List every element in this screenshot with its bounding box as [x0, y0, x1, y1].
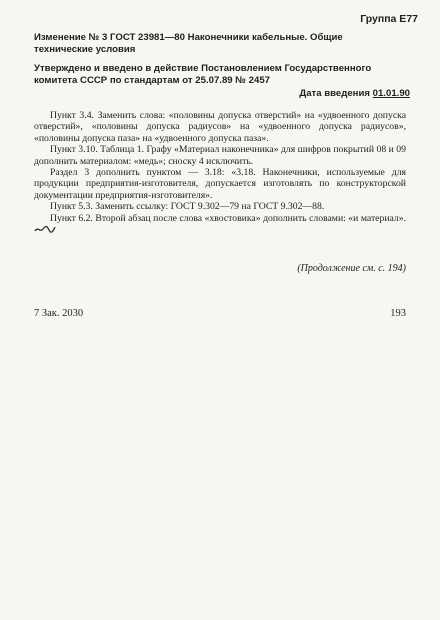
change-heading: Изменение № 3 ГОСТ 23981—80 Наконечники кабельные. Общие технические условия [34, 32, 343, 55]
group-label: Группа Е77 [360, 13, 418, 25]
continuation-note: (Продолжение см. с. 194) [297, 263, 406, 274]
paragraph-with-signature [34, 213, 406, 237]
page-number: 193 [390, 308, 406, 319]
order-number: 7 Зак. 2030 [34, 308, 84, 319]
effective-date [299, 88, 410, 99]
date-label: Дата введения [299, 88, 370, 99]
paragraph: Пункт 5.3. Заменить ссылку: ГОСТ 9.302—79 на ГОСТ 9.302—88. [50, 201, 325, 213]
paragraph-text: Пункт 6.2. Второй абзац после слова «хвостовика» дополнить словами: «и материал». [50, 212, 406, 224]
document-body [34, 110, 406, 236]
approval-heading: Утверждено и введено в действие Постановлением Государственного комитета СССР по стандартам от 25.07.89 № 2457 [34, 63, 372, 86]
paragraph: Раздел 3 дополнить пунктом — 3.18: «3.18. Наконечники, используемые для продукции предприятия-изготовителя, допускается изготовлять по конструкторской документации предприятия-изготовителя». [34, 167, 406, 201]
date-value: 01.01.90 [372, 88, 410, 99]
paragraph: Пункт 3.10. Таблица 1. Графу «Материал наконечника» для шифров покрытий 08 и 09 дополнить материалом: «медь»; сноску 4 исключить. [34, 144, 406, 167]
signature-mark-icon [34, 224, 56, 234]
paragraph: Пункт 3.4. Заменить слова: «половины допуска отверстий» на «удвоенного допуска отверстий», «половины допуска радиусов» на «удвоенного допуска радиусов», «половины допуска паза» на «удвоенного допуска паза». [34, 110, 406, 144]
